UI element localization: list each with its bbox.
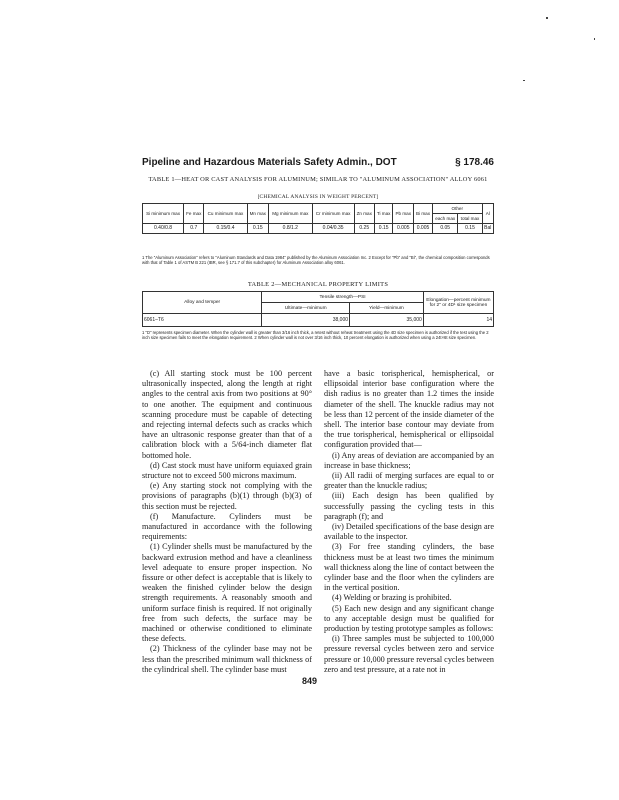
table1-header: Pb max — [393, 204, 414, 224]
table1-cell: 0.40/0.8 — [143, 224, 184, 234]
table1-cell: 0.005 — [414, 224, 433, 234]
table1-subtitle: [CHEMICAL ANALYSIS IN WEIGHT PERCENT] — [257, 194, 379, 200]
table1-others-header: Other — [432, 204, 482, 214]
paragraph: (i) Any areas of deviation are accompanied by an increase in base thickness; — [324, 450, 494, 470]
paragraph: (i) Three samples must be subjected to 100,000 pressure reversal cycles between zero and service pressure or 10,000 pressure reversal cycles between zero and test pressure, at a rate not in — [324, 634, 494, 674]
table2-yield-cell: 35,000 — [350, 314, 424, 327]
table1-header: Bi max — [414, 204, 433, 224]
header-section: § 178.46 — [455, 157, 494, 168]
table1-header: Fe max — [184, 204, 204, 224]
table1-header: Zn max — [354, 204, 374, 224]
paragraph: (3) For free standing cylinders, the base thickness must be at least two times the minimum wall thickness along the line of contact between the cylinder base and the floor when the cylinders are in the vertical position. — [324, 542, 494, 593]
paragraph: (iii) Each design has been qualified by successfully passing the cycling tests in this paragraph (f); and — [324, 491, 494, 521]
table1-cell: 0.25 — [354, 224, 374, 234]
paragraph: (f) Manufacture. Cylinders must be manufactured in accordance with the following requirements: — [142, 511, 312, 542]
table1-footnote: 1 The "Aluminum Association" refers to "Aluminum Standards and Data 1984" published by the Aluminum Association Inc. 2 Except for "Pb" and "Bi", the chemical composition corresponds with that of Table 1 of ASTM B 221 (IBR, see § 171.7 of this subchapter) for Aluminum Association alloy 6061. — [142, 255, 490, 265]
table1-cell: 0.005 — [393, 224, 414, 234]
paragraph: (4) Welding or brazing is prohibited. — [332, 593, 452, 603]
left-column — [142, 369, 312, 675]
scan-speck — [523, 80, 525, 81]
table2-alloy-cell: 6061–T6 — [143, 314, 262, 327]
table2-alloy-header: Alloy and temper — [143, 292, 262, 314]
table2-footnote: 1 "D" represents specimen diameter. When the cylinder wall is greater than 3/16 inch thick, a retest without reheat treatment using the 4D size specimen is authorized if the test using the 2 inch size specimen fails to meet the elongation requirement. 2 When cylinder wall is not over 3/16 inch thick, 10 percent elongation is authorized when using a 24t×6t size specimen. — [142, 330, 489, 340]
table2-elongation-cell: 14 — [423, 314, 493, 327]
paragraph: (2) Thickness of the cylinder base may not be less than the prescribed minimum wall thickness of the cylindrical shell. The cylinder base must — [142, 644, 312, 674]
table1-cell: 0.05 — [432, 224, 457, 234]
page-number: 849 — [301, 676, 318, 686]
table1-cell: Bal — [482, 224, 493, 234]
table2-tensile-header: Tensile strength—PSI — [262, 292, 423, 303]
table2-title: TABLE 2—MECHANICAL PROPERTY LIMITS — [247, 281, 389, 288]
table2-yield-header: Yield—minimum — [350, 303, 424, 314]
scan-speck — [594, 38, 595, 40]
table1-header: Mn max — [247, 204, 269, 224]
header-agency: Pipeline and Hazardous Materials Safety Admin., DOT — [142, 157, 397, 168]
paragraph: (ii) All radii of merging surfaces are equal to or greater than the knuckle radius; — [324, 471, 494, 491]
table2-elongation-header: Elongation—percent minimum for 2" or 4D¹ size specimen — [423, 292, 493, 314]
table2-ultimate-cell: 38,000 — [262, 314, 350, 327]
table2-ultimate-header: Ultimate—minimum — [262, 303, 350, 314]
table1-cell: 0.7 — [184, 224, 204, 234]
table1-others-each: each max — [432, 214, 457, 224]
table1-header: Cu minimum max — [204, 204, 247, 224]
table1-cell: 0.15/0.4 — [204, 224, 247, 234]
table1-header: Ti max — [374, 204, 392, 224]
paragraph: (c) All starting stock must be 100 percent ultrasonically inspected, along the length at right angles to the central axis from two positions at 90° to one another. The equipment and continuous scanning procedure must be capable of detecting and rejecting internal defects such as cracks which have an ultrasonic response greater than that of a calibration block with a 5/64-inch diameter flat bottomed hole. — [142, 369, 312, 460]
table1-header: Mg minimum max — [269, 204, 313, 224]
paragraph: (5) Each new design and any significant change to any acceptable design must be qualified for production by testing prototype samples as follows: — [324, 603, 494, 634]
paragraph: (iv) Detailed specifications of the base design are available to the inspector. — [324, 522, 494, 542]
paragraph: (d) Cast stock must have uniform equiaxed grain structure not to exceed 500 microns maximum. — [142, 460, 312, 481]
table2-mechanical-properties — [142, 291, 494, 327]
scan-speck — [546, 17, 548, 19]
table1-others-total: total max — [458, 214, 482, 224]
table1-cell: 0.8/1.2 — [269, 224, 313, 234]
table1-header: Cr minimum max — [312, 204, 354, 224]
table1-cell: 0.04/0.35 — [312, 224, 354, 234]
paragraph: (1) Cylinder shells must be manufactured by the backward extrusion method and have a cleanliness level adequate to ensure proper inspection. No fissure or other defect is acceptable that is likely to weaken the finished cylinder below the design strength requirements. A reasonably smooth and uniform surface finish is required. If not originally free from such defects, the surface may be machined or otherwise conditioned to eliminate these defects. — [142, 542, 312, 644]
table1-chemical-analysis — [142, 203, 494, 234]
running-header — [142, 157, 494, 171]
table1-cell: 0.15 — [374, 224, 392, 234]
table1-al-header: Al — [482, 204, 493, 224]
table1-cell: 0.15 — [247, 224, 269, 234]
paragraph: (e) Any starting stock not complying with the provisions of paragraphs (b)(1) through (b)(3) of this section must be rejected. — [142, 481, 312, 511]
paragraph: have a basic torispherical, hemispherical, or ellipsoidal interior base configuration where the dish radius is no greater than 1.2 times the inside diameter of the shell. The knuckle radius may not be less than 12 percent of the inside diameter of the shell. The interior base contour may deviate from the true torispherical, hemispherical or ellipsoidal configuration provided that— — [324, 369, 494, 450]
table1-header: Si minimum max — [143, 204, 184, 224]
table1-title: TABLE 1—HEAT OR CAST ANALYSIS FOR ALUMINUM; SIMILAR TO "ALUMINUM ASSOCIATION" ALLOY 6061 — [148, 176, 488, 183]
table1-cell: 0.15 — [458, 224, 482, 234]
right-column — [324, 369, 494, 675]
